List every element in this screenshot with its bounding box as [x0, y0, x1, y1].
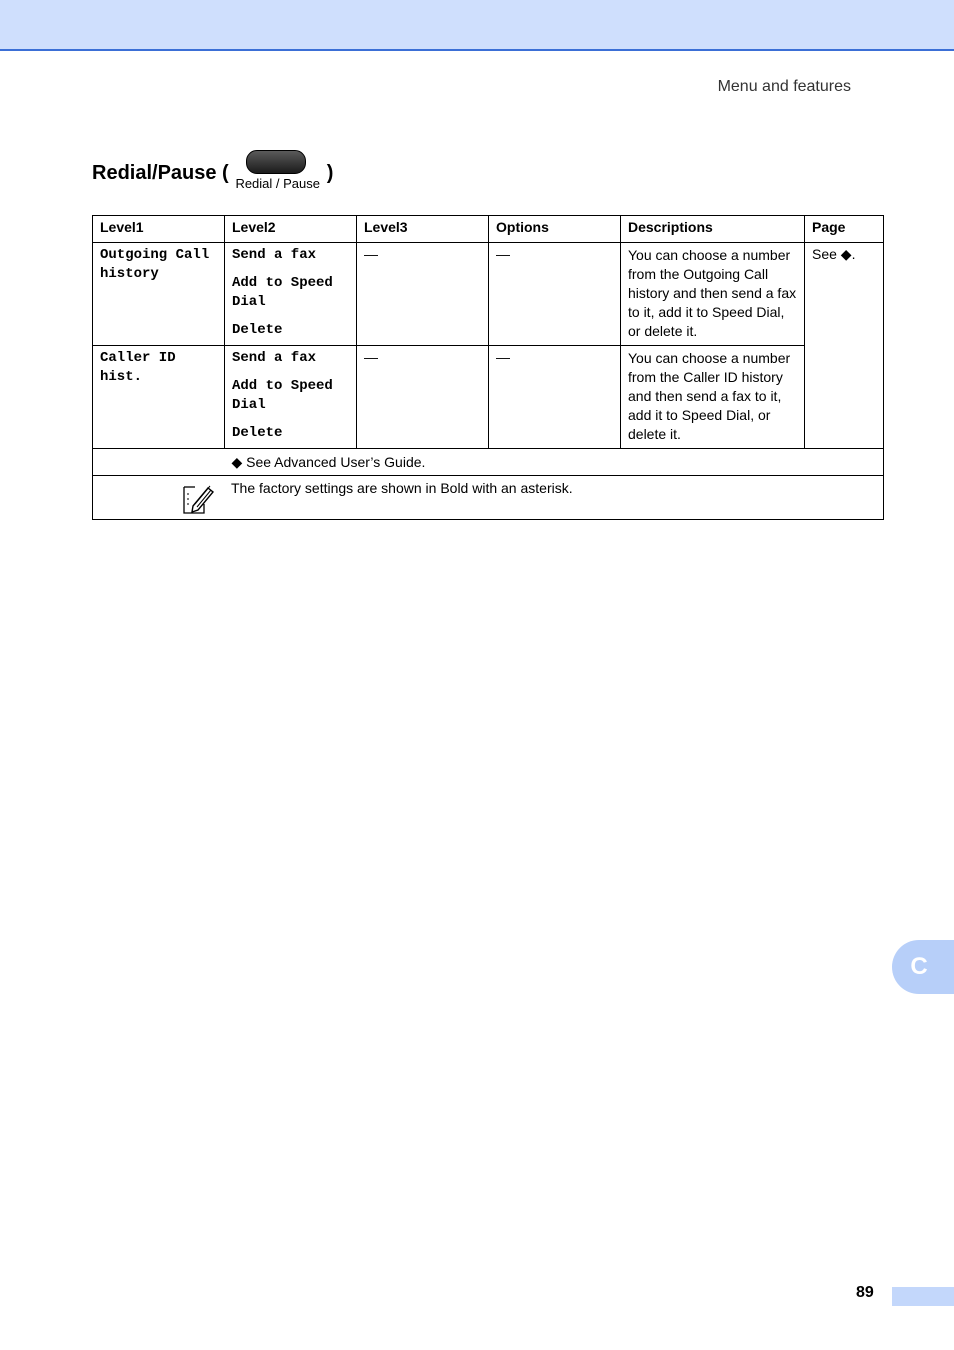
- chapter-tab: C: [892, 940, 954, 994]
- page-cell: See ◆.: [805, 243, 884, 449]
- level2-cell: [225, 243, 357, 346]
- level2-item: Delete: [232, 425, 283, 441]
- top-band: [0, 0, 954, 51]
- footnote-row: [93, 449, 884, 476]
- redial-pause-key-label: Redial / Pause: [235, 176, 320, 191]
- redial-pause-button-illustration: [230, 150, 326, 196]
- title-text: Redial/Pause (: [92, 161, 229, 184]
- redial-pause-key-icon: [246, 150, 306, 174]
- col-level3: Level3: [357, 216, 489, 243]
- level2-item: Send a fax: [232, 350, 317, 366]
- section-title: [92, 150, 333, 196]
- col-page: Page: [805, 216, 884, 243]
- running-header: Menu and features: [717, 78, 851, 95]
- col-options: Options: [489, 216, 621, 243]
- footnote-text: ◆ See Advanced User’s Guide.: [225, 449, 884, 476]
- level3-cell: —: [357, 243, 489, 346]
- col-level2: Level2: [225, 216, 357, 243]
- level1-cell: Caller ID hist.: [93, 346, 225, 449]
- level2-item: Add to Speed Dial: [232, 275, 333, 310]
- page-number: 89: [856, 1284, 874, 1301]
- table-header-row: [93, 216, 884, 243]
- table-row: [93, 243, 884, 346]
- table-row: [93, 346, 884, 449]
- note-cell: [93, 476, 884, 520]
- description-cell: You can choose a number from the Outgoing Call history and then send a fax to it, add it to Speed Dial, or delete it.: [621, 243, 805, 346]
- note-text: The factory settings are shown in Bold with an asterisk.: [231, 480, 573, 496]
- description-cell: You can choose a number from the Caller ID history and then send a fax to it, add it to Speed Dial, or delete it.: [621, 346, 805, 449]
- level2-item: Delete: [232, 322, 283, 338]
- level2-item: Send a fax: [232, 247, 317, 263]
- options-cell: —: [489, 243, 621, 346]
- page-number-bar: [892, 1287, 954, 1306]
- col-level1: Level1: [93, 216, 225, 243]
- footnote-spacer: [93, 449, 225, 476]
- pencil-note-icon: [181, 482, 215, 516]
- level2-cell: [225, 346, 357, 449]
- level2-item: Add to Speed Dial: [232, 378, 333, 413]
- col-descriptions: Descriptions: [621, 216, 805, 243]
- menu-table: [92, 215, 884, 520]
- level3-cell: —: [357, 346, 489, 449]
- note-row: [93, 476, 884, 520]
- title-close-paren: ): [326, 161, 334, 184]
- options-cell: —: [489, 346, 621, 449]
- level1-cell: Outgoing Call history: [93, 243, 225, 346]
